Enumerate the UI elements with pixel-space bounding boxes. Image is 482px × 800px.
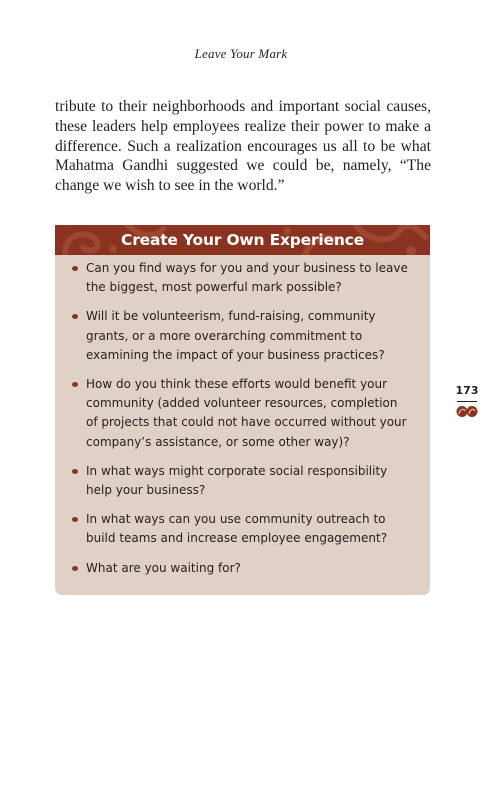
list-item-text: In what ways might corporate social responsibility help your business?	[86, 463, 388, 498]
sidebar-title: Create Your Own Experience	[121, 231, 364, 249]
bullet-icon	[72, 266, 78, 271]
bullet-icon	[72, 314, 78, 319]
list-item-text: What are you waiting for?	[86, 560, 241, 575]
bullet-icon	[72, 382, 78, 387]
running-head: Leave Your Mark	[194, 46, 288, 61]
list-item	[55, 462, 430, 500]
page-number: 173	[455, 384, 479, 397]
list-item-text: Can you find ways for you and your business to leave the biggest, most powerful mark possible?	[86, 261, 408, 295]
sidebar-header	[55, 225, 430, 255]
list-item	[55, 559, 430, 578]
question-list	[55, 259, 430, 588]
bullet-icon	[72, 517, 78, 522]
list-item	[55, 259, 430, 297]
bullet-icon	[72, 566, 78, 571]
page-number-rule	[457, 401, 477, 402]
bullet-icon	[72, 469, 78, 474]
list-item	[55, 510, 430, 548]
sidebar-box	[55, 225, 430, 595]
body-paragraph: tribute to their neighborhoods and important social causes, these leaders help employees realize their power to make a difference. Such a realization encourages us all to be what Mahatma Gandhi suggested we could be, namely, “The change we wish to see in the world.”	[55, 98, 431, 195]
double-swirl-icon	[456, 405, 478, 418]
list-item	[55, 375, 430, 452]
list-item-text: Will it be volunteerism, fund-raising, community grants, or a more overarching commitment to examining the impact of your business practices?	[86, 309, 385, 362]
list-item	[55, 307, 430, 365]
list-item-text: In what ways can you use community outreach to build teams and increase employee engagement?	[86, 512, 388, 546]
list-item-text: How do you think these efforts would benefit your community (added volunteer resources, completion of projects that could not have occurred without your company’s assistance, or some other way)?	[86, 377, 407, 449]
